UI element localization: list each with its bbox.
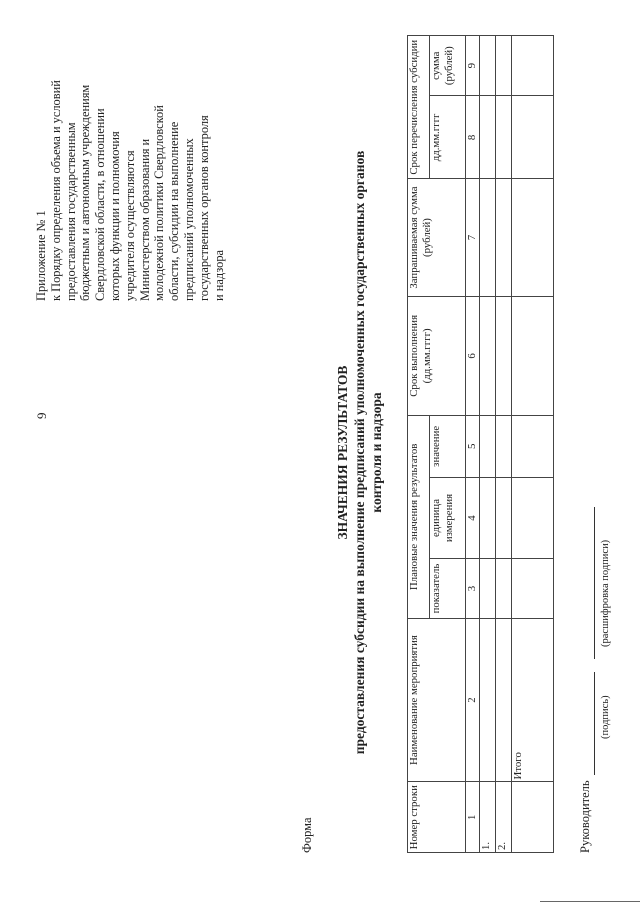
appendix-line: которых функции и полномочия [107, 131, 122, 301]
header-indicator: показатель [430, 559, 466, 618]
appendix-block [34, 21, 226, 301]
appendix-line: и надзора [211, 249, 226, 301]
appendix-line: предоставления государственным [63, 122, 78, 301]
column-number: 2 [466, 618, 480, 782]
table-row [480, 36, 496, 853]
appendix-line: предписаний уполномоченных [181, 138, 196, 301]
column-number: 9 [466, 36, 480, 96]
appendix-line: молодежной политики Свердловской [152, 105, 167, 301]
column-number: 3 [466, 559, 480, 618]
results-table [407, 35, 554, 853]
column-number: 6 [466, 296, 480, 415]
header-deadline: Срок выполнения (дд.мм.гггг) [408, 296, 466, 415]
appendix-line: Приложение № 1 [34, 210, 48, 301]
appendix-line: Министерством образования и [137, 138, 152, 301]
appendix-line: области, субсидии на выполнение [167, 121, 182, 301]
header-transfer-date: дд.мм.гггг [430, 96, 466, 179]
header-transfer-period: Срок перечисления субсидии [408, 36, 430, 179]
signature-role: Руководитель [578, 780, 592, 853]
document-title: ЗНАЧЕНИЯ РЕЗУЛЬТАТОВ [335, 365, 350, 540]
column-number: 7 [466, 179, 480, 296]
header-event-name: Наименование мероприятия [408, 618, 466, 782]
page-number: 9 [34, 412, 49, 419]
header-unit: единица измерения [430, 477, 466, 559]
total-label: Итого [512, 618, 554, 782]
appendix-line: бюджетным и автономным учреждениям [78, 84, 93, 301]
header-planned-values: Плановые значения результатов [408, 416, 430, 619]
signature-line [594, 672, 595, 775]
bottom-rule [540, 901, 640, 902]
appendix-line: Свердловской области, в отношении [93, 108, 108, 301]
total-row [512, 36, 554, 853]
row-number: 2. [496, 782, 512, 853]
header-requested-sum: Запрашиваемая сумма (рублей) [408, 179, 466, 296]
decode-caption: (расшифровка подписи) [600, 539, 611, 647]
form-label: Форма [300, 817, 314, 853]
decode-line [594, 507, 595, 659]
appendix-line: государственных органов контроля [196, 115, 211, 301]
header-transfer-sum: сумма (рублей) [430, 36, 466, 96]
row-number: 1. [480, 782, 496, 853]
appendix-line: учредителя осуществляются [122, 150, 137, 301]
header-row-number: Номер строки [408, 782, 466, 853]
column-number: 8 [466, 96, 480, 179]
column-number: 4 [466, 477, 480, 559]
appendix-line: к Порядку определения объема и условий [48, 80, 63, 301]
header-value: значение [430, 416, 466, 477]
document-subtitle-cont: контроля и надзора [369, 392, 384, 513]
signature-caption: (подпись) [600, 695, 611, 739]
document-subtitle: предоставления субсидии на выполнение предписаний уполномоченных государственных органов [352, 150, 367, 755]
table-row [496, 36, 512, 853]
column-number: 5 [466, 416, 480, 477]
column-number: 1 [466, 782, 480, 853]
